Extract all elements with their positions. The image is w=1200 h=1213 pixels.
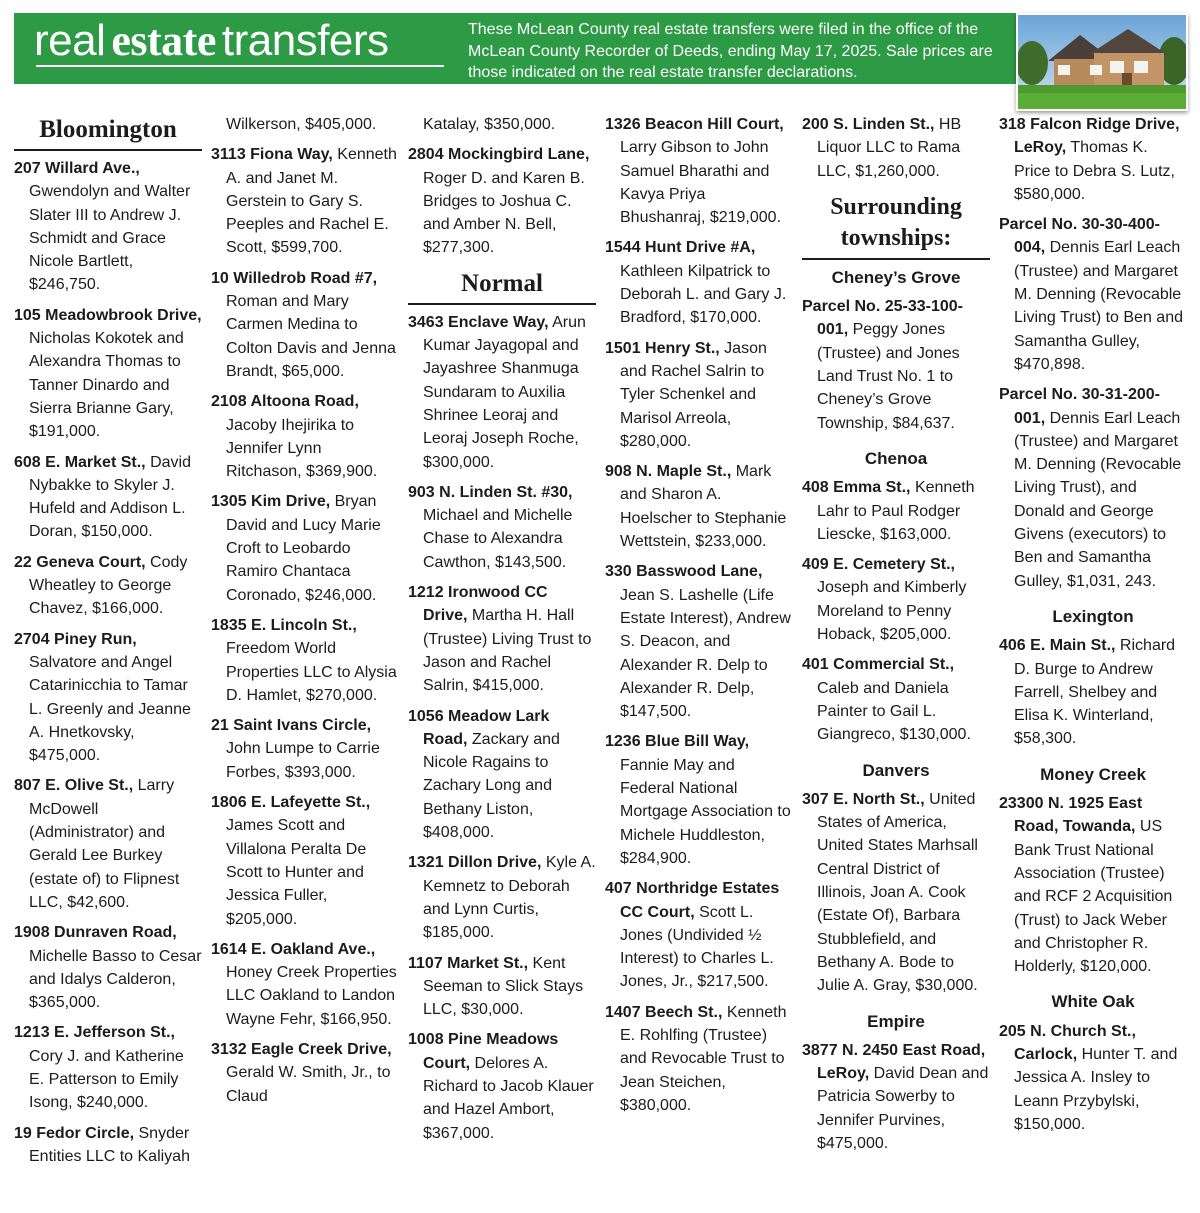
transfer-details: Michael and Michelle Chase to Alexandra Cawthon, $143,500.: [423, 507, 573, 571]
transfer-entry: [14, 774, 202, 914]
transfer-entry: [211, 1038, 399, 1108]
transfer-details: Roger D. and Karen B. Bridges to Joshua C. and Amber N. Bell, $277,300.: [423, 169, 585, 257]
transfer-entry: [211, 714, 399, 784]
transfer-details: Katalay, $350,000.: [423, 116, 556, 133]
property-address: 207 Willard Ave.,: [14, 160, 140, 177]
transfer-details: Zackary and Nicole Ragains to Zachary Long and Bethany Liston, $408,000.: [423, 730, 560, 842]
entry-list: [605, 113, 793, 1117]
section-heading-normal: Normal: [408, 267, 596, 305]
township-empire: Empire: [867, 1011, 925, 1031]
transfer-entry: [999, 213, 1187, 376]
transfer-details: Peggy Jones (Trustee) and Jones Land Trust No. 1 to Cheney’s Grove Township, $84,637.: [817, 321, 960, 432]
property-address: 3463 Enclave Way,: [408, 313, 549, 331]
property-address: 1614 E. Oakland Ave.,: [211, 940, 376, 958]
entry-list: [14, 157, 202, 1168]
transfer-entry: [211, 113, 399, 136]
transfer-details: Freedom World Properties LLC to Alysia D. Hamlet, $270,000.: [226, 640, 397, 704]
property-address: 401 Commercial St.,: [802, 656, 955, 674]
transfer-details: Fannie May and Federal National Mortgage Association to Michele Huddleston, $284,900.: [620, 756, 791, 867]
transfer-entry: [802, 653, 990, 746]
township-cheneys-grove: Cheney’s Grove: [831, 267, 961, 287]
property-address: 307 E. North St.,: [802, 790, 925, 808]
transfer-entry: [802, 553, 990, 646]
transfer-entry: [14, 304, 202, 444]
transfer-details: Hunter T. and Jessica A. Insley to Leann Przybylski, $150,000.: [1014, 1045, 1178, 1133]
property-address: 200 S. Linden St.,: [802, 116, 935, 133]
transfer-details: US Bank Trust National Association (Trustee) and RCF 2 Acquisition (Trust) to Jack Weber and Christopher R. Holderly, $120,000.: [1014, 818, 1173, 976]
transfer-details: Kenneth E. Rohlfing (Trustee) and Revocable Trust to Jean Steichen, $380,000.: [620, 1003, 787, 1114]
transfer-details: Martha H. Hall (Trustee) Living Trust to Jason and Rachel Salrin, $415,000.: [423, 607, 592, 695]
township-money-creek: Money Creek: [1040, 764, 1146, 784]
transfer-entry: [408, 311, 596, 474]
transfer-entry: [605, 337, 793, 453]
property-address: 1544 Hunt Drive #A,: [605, 239, 756, 257]
transfer-entry: [14, 1122, 202, 1169]
property-address: 406 E. Main St.,: [999, 637, 1116, 655]
transfer-entry: [605, 236, 793, 329]
transfer-details: Salvatore and Angel Catarinicchia to Tamar L. Greenly and Jeanne A. Hnetkovsky, $475,000.: [29, 653, 191, 765]
transfer-details: Cody Wheatley to George Chavez, $166,000.: [29, 553, 188, 618]
transfer-details: Thomas K. Price to Debra S. Lutz, $580,000.: [1014, 139, 1175, 203]
property-address: 1236 Blue Bill Way,: [605, 733, 750, 751]
property-address: 908 N. Maple St.,: [605, 463, 732, 481]
page-title: real estate transfers: [34, 16, 389, 65]
transfer-details: John Lumpe to Carrie Forbes, $393,000.: [226, 740, 380, 781]
entry-list: [802, 1039, 990, 1155]
property-address: Parcel No. 30-31-200-001,: [999, 386, 1160, 427]
property-address: 608 E. Market St.,: [14, 453, 146, 471]
transfer-details: Richard D. Burge to Andrew Farrell, Shelbey and Elisa K. Winterland, $58,300.: [1014, 637, 1176, 748]
transfer-entry: [408, 581, 596, 697]
transfer-details: Larry McDowell (Administrator) and Gerald Lee Burkey (estate of) to Flipnest LLC, $42,600.: [29, 777, 180, 911]
transfer-entry: [605, 460, 793, 553]
transfer-details: Gerald W. Smith, Jr., to Claud: [226, 1064, 391, 1105]
transfer-details: Joseph and Kimberly Moreland to Penny Hoback, $205,000.: [817, 579, 967, 644]
property-address: 408 Emma St.,: [802, 479, 911, 497]
entry-list: [999, 1020, 1187, 1136]
property-address: 1326 Beacon Hill Court,: [605, 116, 784, 133]
property-address: 10 Willedrob Road #7,: [211, 269, 378, 287]
transfer-details: James Scott and Villalona Peralta De Scott to Hunter and Jessica Fuller, $205,000.: [226, 817, 367, 928]
property-address: 1806 E. Lafeyette St.,: [211, 794, 371, 812]
transfer-details: Roman and Mary Carmen Medina to Colton Davis and Jenna Brandt, $65,000.: [226, 293, 396, 380]
transfer-entry: [999, 113, 1187, 206]
transfer-entry: [211, 490, 399, 606]
transfer-details: Kenneth A. and Janet M. Gerstein to Gary S. Peeples and Rachel E. Scott, $599,700.: [226, 146, 397, 257]
property-address: 318 Falcon Ridge Drive, LeRoy,: [999, 116, 1180, 157]
transfer-details: Kenneth Lahr to Paul Rodger Liescke, $163,000.: [817, 479, 975, 543]
transfer-details: David Dean and Patricia Sowerby to Jennifer Purvines, $475,000.: [817, 1065, 989, 1152]
transfer-entry: [14, 551, 202, 621]
transfer-details: Kyle A. Kemnetz to Deborah and Lynn Curtis, $185,000.: [423, 854, 596, 942]
property-address: 2804 Mockingbird Lane,: [408, 146, 590, 164]
transfer-details: Dennis Earl Leach (Trustee) and Margaret M. Denning (Revocable Living Trust), and Donald and George Givens (executors) to Ben and Samantha Gulley, $1,031, 243.: [1014, 409, 1182, 590]
transfer-details: Jean S. Lashelle (Life Estate Interest), Andrew S. Deacon, and Alexander R. Delp to Alexander R. Delp, $147,500.: [620, 586, 791, 721]
property-address: 1835 E. Lincoln St.,: [211, 616, 357, 634]
transfer-details: Wilkerson, $405,000.: [226, 116, 377, 133]
property-address: 19 Fedor Circle,: [14, 1124, 135, 1142]
property-address: 3113 Fiona Way,: [211, 146, 333, 164]
transfer-entry: [802, 1039, 990, 1155]
entry-list: [408, 113, 596, 260]
township-danvers: Danvers: [862, 760, 930, 780]
property-address: 1107 Market St.,: [408, 954, 529, 972]
transfer-details: Cory J. and Katherine E. Patterson to Emily Isong, $240,000.: [29, 1047, 184, 1112]
transfer-details: Michelle Basso to Cesar and Idalys Calderon, $365,000.: [29, 947, 202, 1012]
transfer-details: David Nybakke to Skyler J. Hufeld and Addison L. Doran, $150,000.: [29, 453, 191, 541]
transfer-details: Bryan David and Lucy Marie Croft to Leobardo Ramiro Chantaca Coronado, $246,000.: [226, 493, 381, 604]
transfer-details: Dennis Earl Leach (Trustee) and Margaret M. Denning (Revocable Living Trust) to Ben and Samantha Gulley, $470,898.: [1014, 239, 1183, 373]
property-address: 330 Basswood Lane,: [605, 563, 763, 581]
entry-list: [802, 295, 990, 435]
entry-list: [999, 113, 1187, 593]
property-address: 1321 Dillon Drive,: [408, 854, 542, 872]
transfer-entry: [14, 451, 202, 544]
transfer-details: Scott L. Jones (Undivided ½ Interest) to Charles L. Jones, Jr., $217,500.: [620, 903, 774, 991]
property-address: 1212 Ironwood CC Drive,: [408, 584, 548, 625]
transfer-entry: [802, 295, 990, 435]
township-chenoa: Chenoa: [864, 448, 928, 468]
transfer-entry: [211, 938, 399, 1031]
transfer-entry: [14, 1021, 202, 1114]
section-heading-bloomington: Bloomington: [14, 113, 202, 151]
transfer-details: Kent Seeman to Slick Stays LLC, $30,000.: [423, 954, 584, 1019]
transfer-entry: [408, 705, 596, 845]
entry-list: [408, 311, 596, 1145]
transfer-entry: [408, 481, 596, 574]
entry-list: [211, 113, 399, 1108]
transfer-entry: [802, 788, 990, 998]
property-address: 409 E. Cemetery St.,: [802, 556, 955, 574]
property-address: 105 Meadowbrook Drive,: [14, 306, 202, 324]
property-address: 1407 Beech St.,: [605, 1003, 723, 1021]
transfer-entry: [408, 952, 596, 1022]
section-heading-surrounding: Surrounding townships:: [802, 190, 990, 260]
property-address: 21 Saint Ivans Circle,: [211, 717, 372, 735]
transfer-details: United States of America, United States Marhsall Central District of Illinois, Joan A. Cook (Estate Of), Barbara Stubblefield, and Bethany A. Bode to Julie A. Gray, $30,000.: [817, 790, 978, 995]
property-address: 903 N. Linden St. #30,: [408, 483, 573, 501]
property-address: 1305 Kim Drive,: [211, 493, 331, 511]
column-1: [14, 113, 202, 1175]
property-address: 1056 Meadow Lark Road,: [408, 707, 550, 748]
entry-list: [999, 634, 1187, 750]
transfer-entry: [14, 921, 202, 1014]
transfer-details: Snyder Entities LLC to Kaliyah: [29, 1124, 190, 1165]
transfer-details: Larry Gibson to John Samuel Bharathi and Kavya Priya Bhushanraj, $219,000.: [620, 139, 782, 227]
property-address: 2704 Piney Run,: [14, 630, 137, 648]
column-4: [605, 113, 793, 1124]
transfer-entry: [999, 1020, 1187, 1136]
transfer-details: Gwendolyn and Walter Slater III to Andrew J. Schmidt and Grace Nicole Bartlett, $246,750.: [29, 183, 191, 294]
transfer-entry: [999, 383, 1187, 593]
transfer-entry: [605, 113, 793, 229]
transfer-details: Mark and Sharon A. Hoelscher to Stephanie Wettstein, $233,000.: [620, 463, 787, 551]
property-address: 23300 N. 1925 East Road, Towanda,: [999, 795, 1143, 836]
title-underline: [36, 65, 444, 67]
property-address: Parcel No. 25-33-100-001,: [802, 298, 963, 339]
transfer-entry: [408, 1028, 596, 1144]
transfer-entry: [408, 143, 596, 259]
transfer-details: Jacoby Ihejirika to Jennifer Lynn Ritchason, $369,900.: [226, 416, 378, 481]
transfer-entry: [802, 113, 990, 183]
property-address: 2108 Altoona Road,: [211, 393, 359, 411]
entry-list: [999, 792, 1187, 978]
property-address: 407 Northridge Estates CC Court,: [605, 880, 780, 921]
transfer-details: HB Liquor LLC to Rama LLC, $1,260,000.: [817, 116, 962, 180]
column-2: [211, 113, 399, 1115]
entry-list: [802, 113, 990, 183]
transfer-details: Honey Creek Properties LLC Oakland to Landon Wayne Fehr, $166,950.: [226, 964, 397, 1028]
township-lexington: Lexington: [1052, 606, 1134, 626]
property-address: 3877 N. 2450 East Road, LeRoy,: [802, 1041, 986, 1083]
transfer-entry: [999, 792, 1187, 978]
transfer-entry: [802, 476, 990, 546]
property-address: 1908 Dunraven Road,: [14, 924, 177, 942]
property-address: 22 Geneva Court,: [14, 553, 146, 571]
transfer-entry: [408, 851, 596, 944]
entry-list: [802, 788, 990, 998]
property-address: 205 N. Church St., Carlock,: [999, 1022, 1136, 1063]
transfer-entry: [14, 628, 202, 768]
header-banner: [14, 13, 1184, 84]
transfer-entry: [408, 113, 596, 136]
transfer-details: Caleb and Daniela Painter to Gail L. Giangreco, $130,000.: [817, 679, 971, 744]
township-white-oak: White Oak: [1051, 992, 1135, 1012]
transfer-details: Jason and Rachel Salrin to Tyler Schenkel and Marisol Arreola, $280,000.: [620, 339, 767, 450]
transfer-entry: [211, 390, 399, 483]
transfer-entry: [999, 634, 1187, 750]
property-address: 1501 Henry St.,: [605, 339, 720, 357]
transfer-entry: [211, 791, 399, 931]
transfer-entry: [211, 614, 399, 707]
entry-list: [802, 476, 990, 746]
transfer-details: Arun Kumar Jayagopal and Jayashree Shanmuga Sundaram to Auxilia Shrinee Leoraj and Leoraj Joseph Roche, $300,000.: [423, 313, 586, 471]
column-5: [802, 113, 990, 1162]
property-address: Parcel No. 30-30-400-004,: [999, 216, 1160, 257]
property-address: 807 E. Olive St.,: [14, 777, 134, 795]
property-address: 1213 E. Jefferson St.,: [14, 1024, 175, 1042]
transfer-details: Kathleen Kilpatrick to Deborah L. and Gary J. Bradford, $170,000.: [620, 262, 787, 327]
house-photo: [1016, 13, 1188, 111]
transfer-details: Delores A. Richard to Jacob Klauer and Hazel Ambort, $367,000.: [423, 1054, 594, 1142]
property-address: 1008 Pine Meadows Court,: [408, 1031, 559, 1072]
transfer-entry: [605, 560, 793, 723]
column-6: [999, 113, 1187, 1143]
transfer-entry: [605, 730, 793, 870]
header-description: These McLean County real estate transfers were filed in the office of the McLean County Recorder of Deeds, ending May 17, 2025. Sale prices are those indicated on the real estate transfer declarations.: [468, 21, 993, 81]
column-3: [408, 113, 596, 1152]
transfer-entry: [605, 877, 793, 993]
transfer-entry: [211, 143, 399, 259]
transfer-entry: [605, 1001, 793, 1117]
property-address: 3132 Eagle Creek Drive,: [211, 1040, 392, 1058]
transfer-details: Nicholas Kokotek and Alexandra Thomas to Tanner Dinardo and Sierra Brianne Gary, $191,000.: [29, 330, 184, 441]
transfer-entry: [211, 267, 399, 383]
transfer-entry: [14, 157, 202, 297]
